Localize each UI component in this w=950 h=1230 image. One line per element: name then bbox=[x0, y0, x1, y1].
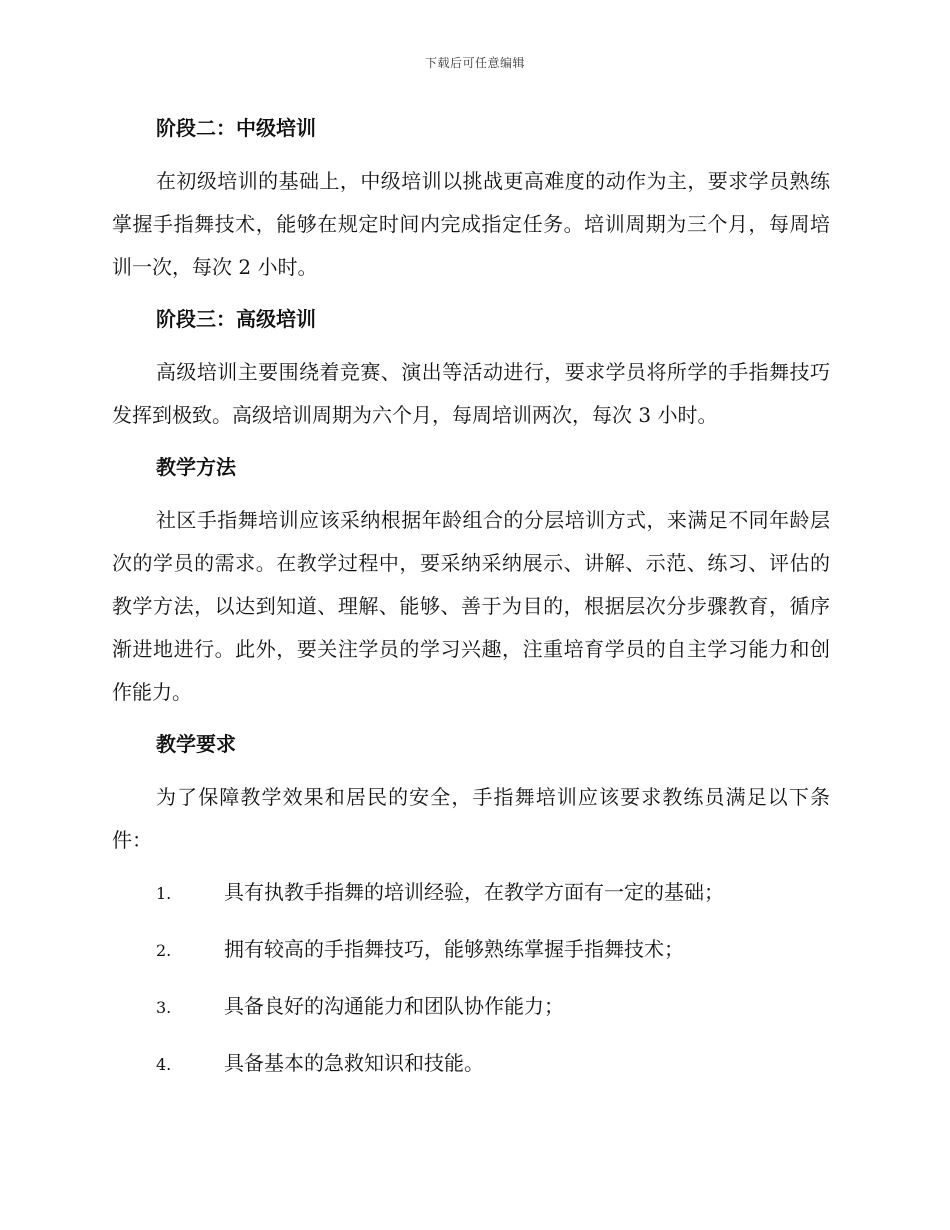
paragraph-stage-2: 在初级培训的基础上，中级培训以挑战更高难度的动作为主，要求学员熟练掌握手指舞技术，能够在规定时间内完成指定任务。培训周期为三个月，每周培训一次，每次 2 小时。 bbox=[112, 169, 830, 279]
list-item-text: 具备基本的急救知识和技能。 bbox=[224, 1051, 484, 1075]
paragraph-teaching-methods: 社区手指舞培训应该采纳根据年龄组合的分层培训方式，来满足不同年龄层次的学员的需求。在教学过程中，要采纳采纳展示、讲解、示范、练习、评估的教学方法，以达到知道、理解、能够、善于为目的，根据层次分步骤教育，循序渐进地进行。此外，要关注学员的学习兴趣，注重培育学员的自主学习能力和创作能力。 bbox=[112, 508, 830, 704]
section-heading-stage-3: 阶段三：高级培训 bbox=[156, 307, 316, 331]
section-heading-stage-2: 阶段二：中级培训 bbox=[156, 116, 316, 140]
section-heading-teaching-methods: 教学方法 bbox=[156, 455, 236, 479]
list-item bbox=[112, 1043, 830, 1085]
paragraph-stage-3: 高级培训主要围绕着竞赛、演出等活动进行，要求学员将所学的手指舞技巧发挥到极致。高级培训周期为六个月，每周培训两次，每次 3 小时。 bbox=[112, 360, 830, 427]
list-item bbox=[112, 872, 830, 914]
list-item bbox=[112, 929, 830, 971]
list-item-text: 拥有较高的手指舞技巧，能够熟练掌握手指舞技术； bbox=[224, 937, 684, 961]
section-heading-teaching-requirements: 教学要求 bbox=[156, 732, 236, 756]
list-item-number: 4. bbox=[156, 1055, 172, 1074]
list-item-number: 2. bbox=[156, 941, 172, 960]
paragraph-teaching-requirements: 为了保障教学效果和居民的安全，手指舞培训应该要求教练员满足以下条件： bbox=[112, 785, 830, 852]
requirements-list bbox=[112, 872, 830, 1085]
page-header: 下载后可任意编辑 bbox=[424, 56, 525, 70]
list-item-number: 3. bbox=[156, 998, 172, 1017]
list-item-number: 1. bbox=[156, 884, 172, 903]
document-body bbox=[112, 108, 830, 1100]
list-item bbox=[112, 986, 830, 1028]
list-item-text: 具备良好的沟通能力和团队协作能力； bbox=[224, 994, 564, 1018]
list-item-text: 具有执教手指舞的培训经验，在教学方面有一定的基础； bbox=[224, 880, 724, 904]
